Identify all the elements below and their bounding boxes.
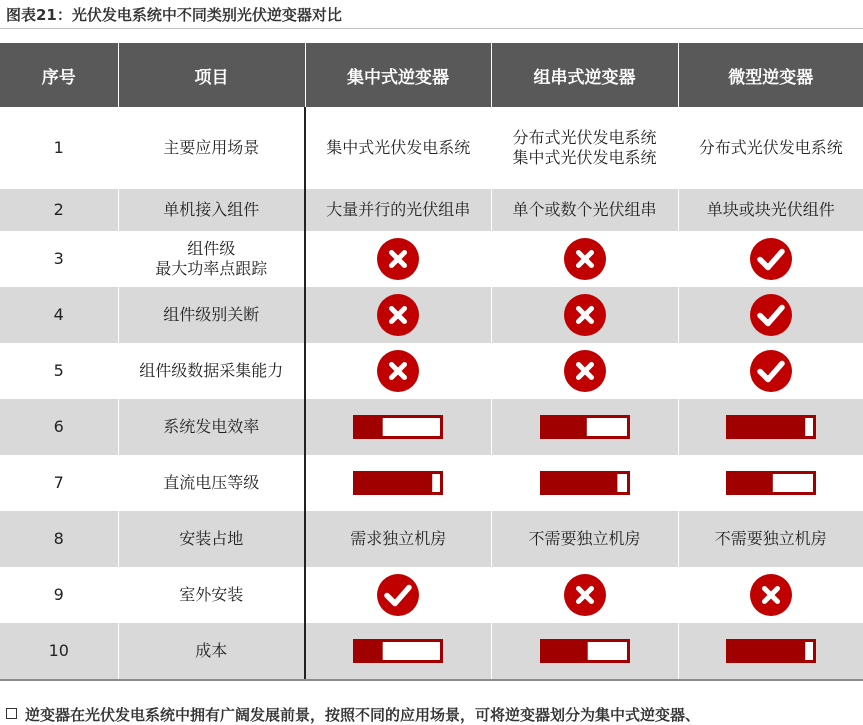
item-label-line: 组件级数据采集能力 [139,361,284,380]
cell-micro [678,231,863,287]
row-number: 5 [0,343,118,399]
header-item: 项目 [118,43,305,107]
item-label-line: 最大功率点跟踪 [155,259,268,278]
row-number: 4 [0,287,118,343]
cross-icon [376,237,420,281]
cell-text [512,200,656,220]
header-micro-inverter: 微型逆变器 [678,43,863,107]
cross-icon [563,293,607,337]
cell-string [491,287,678,343]
cell-string [491,567,678,623]
table-row [0,399,863,455]
cross-icon [376,349,420,393]
cell-text-line: 单块或块光伏组件 [706,200,835,219]
cell-micro [678,189,863,231]
cell-string [491,189,678,231]
level-bar [353,415,443,439]
icon-disc [750,238,792,280]
cell-micro [678,399,863,455]
row-number: 3 [0,231,118,287]
row-item [118,399,305,455]
icon-disc [750,350,792,392]
table-row [0,231,863,287]
item-label [139,361,283,381]
item-label [155,239,267,279]
cell-text [326,138,470,158]
comparison-table [0,43,863,681]
item-label [163,200,259,220]
cell-micro [678,287,863,343]
row-number: 6 [0,399,118,455]
item-label [163,417,259,437]
cell-string [491,231,678,287]
cell-central [305,623,491,680]
title-divider [0,28,863,29]
level-bar [726,639,816,663]
header-string-inverter: 组串式逆变器 [491,43,678,107]
cell-string [491,623,678,680]
cell-micro [678,511,863,567]
level-bar [540,415,630,439]
check-icon [376,573,420,617]
item-label [179,585,243,605]
cell-text-line: 不需要独立机房 [528,529,641,548]
cross-icon [749,573,793,617]
level-bar-fill [726,471,773,495]
level-bar [540,471,630,495]
row-item [118,107,305,189]
table-row [0,343,863,399]
cell-text-line: 分布式光伏发电系统 [698,138,843,157]
cell-text-line: 不需要独立机房 [714,529,827,548]
cell-text-line: 分布式光伏发电系统 [512,128,657,147]
row-number: 9 [0,567,118,623]
figure-title: 图表21：光伏发电系统中不同类别光伏逆变器对比 [6,6,342,24]
cell-text-line: 需求独立机房 [350,529,447,548]
level-bar-fill [726,415,805,439]
cell-micro [678,107,863,189]
icon-disc [377,574,419,616]
table-row [0,107,863,189]
cross-icon [563,237,607,281]
cell-central [305,343,491,399]
cell-string [491,107,678,189]
item-label [163,305,259,325]
item-label-line: 室外安装 [179,585,244,604]
level-bar-fill [353,415,383,439]
level-bar [353,639,443,663]
table-header-row [0,43,863,107]
row-item [118,231,305,287]
row-number: 8 [0,511,118,567]
item-label [163,473,259,493]
row-number: 7 [0,455,118,511]
item-label-line: 组件级别关断 [163,305,260,324]
cell-micro [678,455,863,511]
cell-text [350,529,446,549]
row-item [118,343,305,399]
level-bar [353,471,443,495]
check-icon [749,293,793,337]
level-bar-fill [540,639,588,663]
cell-text [512,128,656,168]
cell-central [305,287,491,343]
level-bar-fill [353,471,432,495]
cross-icon [376,293,420,337]
cell-central [305,399,491,455]
row-item [118,623,305,680]
check-icon [749,237,793,281]
table-row [0,287,863,343]
square-bullet-icon [6,708,17,719]
item-label-line: 系统发电效率 [163,417,260,436]
header-central-inverter: 集中式逆变器 [305,43,491,107]
item-label [195,641,227,661]
cell-string [491,455,678,511]
row-item [118,567,305,623]
header-no: 序号 [0,43,118,107]
cell-text-line: 大量并行的光伏组串 [326,200,471,219]
cross-icon [563,349,607,393]
table-row [0,567,863,623]
cell-central [305,511,491,567]
cell-string [491,511,678,567]
row-item [118,455,305,511]
table-row [0,623,863,680]
check-icon [749,349,793,393]
row-item [118,189,305,231]
item-label [179,529,243,549]
row-item [118,511,305,567]
item-label-line: 组件级 [187,239,236,258]
item-label-line: 直流电压等级 [163,473,260,492]
icon-disc [750,294,792,336]
item-label [163,138,259,158]
cell-micro [678,567,863,623]
cell-central [305,231,491,287]
cell-text-line: 集中式光伏发电系统 [512,148,657,167]
table-row [0,189,863,231]
level-bar [726,471,816,495]
level-bar-fill [726,639,805,663]
cell-central [305,107,491,189]
table-row [0,511,863,567]
level-bar [726,415,816,439]
cell-text [707,200,835,220]
level-bar-fill [540,471,617,495]
cell-string [491,343,678,399]
cross-icon [563,573,607,617]
cell-text [326,200,470,220]
cell-text-line: 集中式光伏发电系统 [326,138,471,157]
footnote [6,704,700,725]
level-bar [540,639,630,663]
item-label-line: 安装占地 [179,529,244,548]
cell-central [305,189,491,231]
cell-micro [678,623,863,680]
cell-micro [678,343,863,399]
row-number: 10 [0,623,118,680]
row-number: 2 [0,189,118,231]
cell-text [715,529,827,549]
item-label-line: 主要应用场景 [163,138,260,157]
cell-central [305,567,491,623]
cell-central [305,455,491,511]
row-number: 1 [0,107,118,189]
level-bar-fill [540,415,587,439]
row-item [118,287,305,343]
footnote-text: 逆变器在光伏发电系统中拥有广阔发展前景，按照不同的应用场景，可将逆变器划分为集中式逆变器、 [25,706,701,724]
cell-text [528,529,640,549]
cell-text [699,138,843,158]
item-label-line: 单机接入组件 [163,200,260,219]
level-bar-fill [353,639,383,663]
item-label-line: 成本 [195,641,228,660]
cell-string [491,399,678,455]
cell-text-line: 单个或数个光伏组串 [512,200,657,219]
table-row [0,455,863,511]
